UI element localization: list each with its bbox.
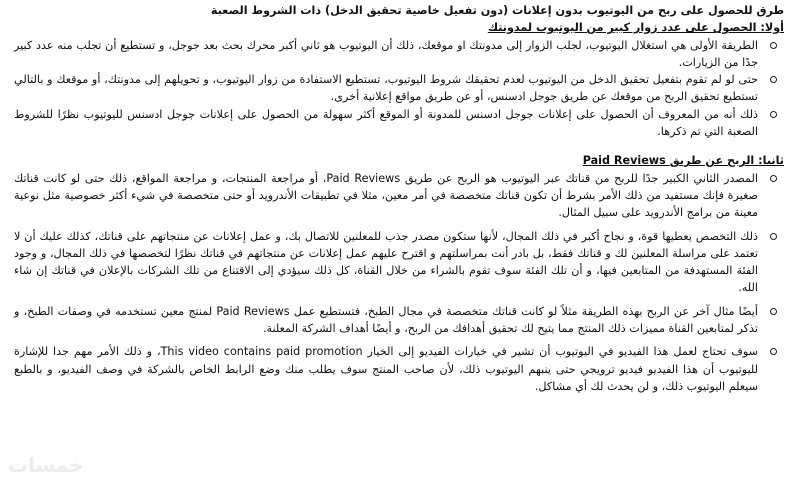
list-item: ذلك التخصص يعطيها قوة، و نجاح أكبر في ذلك المجال، لأنها ستكون مصدر جذب للمعلنين للاتصال بك، و عمل إعلانات عن منتجاتهم على قناتك، كذلك عليك أن لا تعتمد على مراسلة المعلنين لك و قناتك فقط، بل بادر أنت بمراسلتهم و اقترح عليهم عمل إعلانات عن منتجاتهم في قناتك نظرًا لتخصصها في ذلك المجال، و وجود الفئة المستهدفة من المتابعين فيها، و أن تلك الفئة سوف تقوم بالشراء من خلال القناة، كل ذلك سيؤدي إلى الاقتناع من تلك الشركات بالإعلان في قناتك إن شاء الله. (14, 228, 758, 297)
list-item (14, 343, 758, 395)
inline-english-term: Paid Reviews (326, 171, 401, 185)
list-item (14, 303, 758, 338)
list-item: ذلك أنه من المعروف أن الحصول على إعلانات جوجل ادسنس للمدونة أو الموقع أكثر سهولة من الحصول على إعلانات جوجل ادسنس لليوتيوب نظرًا للشروط الصعبة التي تم ذكرها. (14, 106, 758, 141)
bullet-text: أيضًا مثال آخر عن الربح بهذه الطريقة مثلاً لو كانت قناتك متخصصة في مجال الطبخ، فتستطيع عمل (293, 304, 758, 318)
bullet-text: لمنتج معين تستخدمه في وصفات الطبخ، و تذكر لمتابعين القناة مميزات ذلك المنتج مما يتيح لك تحقيق أهدافك من الربح، و أيضًا أهداف الشركة المعلنة. (14, 304, 758, 336)
bullet-text: المصدر الثاني الكبير جدًا للربح من قناتك عبر اليوتيوب هو الربح عن طريق (404, 171, 759, 185)
inline-english-term: This video contains paid promotion (160, 345, 363, 359)
bullet-text: ، و ذلك الأمر مهم جدا للإشارة لليوتيوب أن هذا الفيديو فيديو ترويجي حتى ينبهم اليوتيوب ذلك، لأن صاحب المنتج سوف يطلب منك وضع الرابط الخاص بالشركة في وصف الفيديو، و بالطبع سيعلم اليوتيوب ذلك، و لن يحدث لك أي مشاكل. (14, 345, 758, 393)
list-item: الطريقة الأولى هي استغلال اليوتيوب، لجلب الزوار إلى مدونتك او موقعك، ذلك أن اليوتيوب هو ثاني أكبر محرك بحث بعد جوجل، و تستطيع أن تجلب منه عدد كبير جدًا من الزيارات. (14, 37, 758, 72)
section-1-heading: أولا: الحصول على عدد زوار كبير من اليوتيوب لمدونتك (487, 21, 784, 35)
list-item: حتى لو لم تقوم بتفعيل تحقيق الدخل من اليوتيوب لعدم تحقيقك شروط اليوتيوب، تستطيع الاستفادة من زوار اليوتيوب، و تحويلهم إلى مدونتك، أو موقعك و بالتالي تستطيع تحقيق الربح من موقعك عن طريق جوجل ادسنس، أو عن طريق مواقع إعلانية أخرى. (14, 71, 758, 106)
section-2-heading (14, 152, 784, 169)
section-2-heading-english: Paid Reviews (582, 154, 666, 168)
section-2-list (14, 170, 784, 396)
document-title: طرق للحصول على ربح من اليوتيوب بدون إعلانات (دون تفعيل خاصية تحقيق الدخل) ذات الشروط الصعبة (210, 4, 784, 17)
watermark-logo: خمسات (8, 452, 84, 477)
inline-english-term: Paid Reviews (216, 304, 290, 318)
bullet-text: سوف تحتاج لعمل هذا الفيديو في اليوتيوب أن تشير في خيارات الفيديو إلى الخيار (367, 345, 759, 359)
list-item (14, 170, 758, 222)
bullet-text: ، أو مراجعة المنتجات، و مراجعة المواقع، ذلك حتى لو كانت قناتك صغيرة فإنك مستفيد من ذلك الأمر بشرط أن تكون قناتك متخصصة في أمر معين، مثلا في تطبيقات الأندرويد أو حتى متخصصة في شيء أكثر خصوصية مثل نوعية معينة من برامج الأندرويد على سبيل المثال. (14, 171, 758, 220)
section-1-list (14, 37, 784, 141)
section-2-heading-text: ثانيا: الربح عن طريق (669, 154, 784, 168)
